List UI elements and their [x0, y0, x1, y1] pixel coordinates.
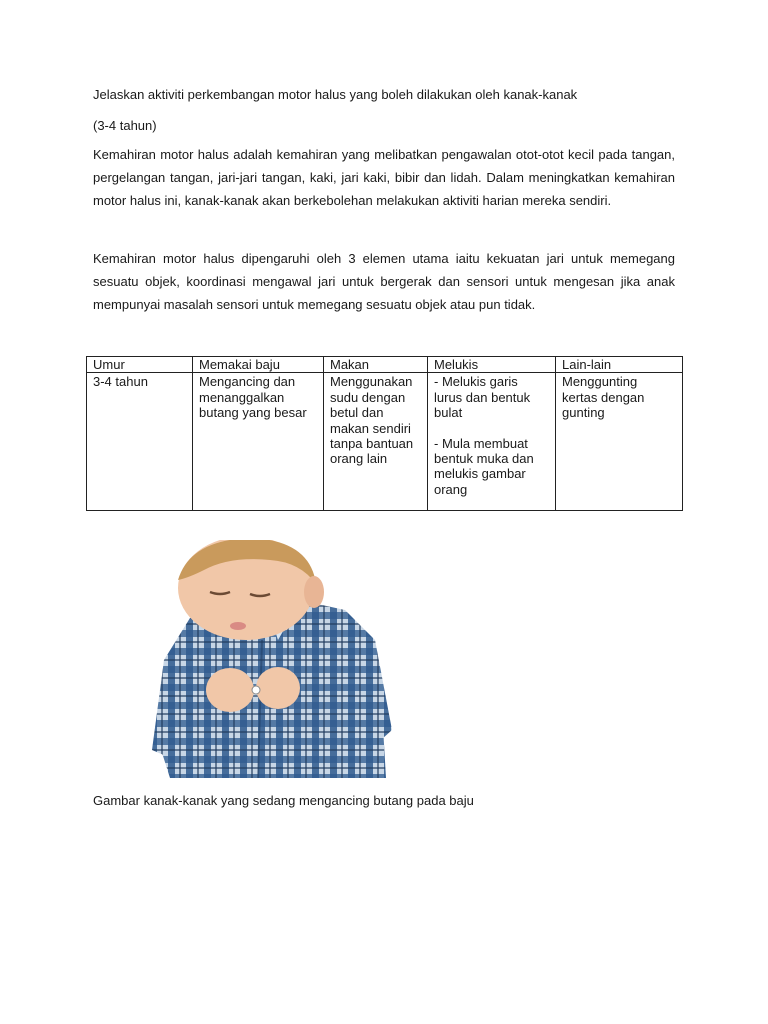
header-memakai-baju: Memakai baju — [193, 357, 324, 373]
cell-memakai-baju: Mengancing dan menanggalkan butang yang besar — [193, 373, 324, 511]
header-lain-lain: Lain-lain — [556, 357, 683, 373]
activity-table — [86, 356, 683, 511]
header-melukis: Melukis — [428, 357, 556, 373]
melukis-item-1: - Melukis garis lurus dan bentuk bulat — [434, 374, 531, 421]
header-makan: Makan — [324, 357, 428, 373]
cell-lain-lain: Menggunting kertas dengan gunting — [556, 373, 683, 511]
cell-melukis — [428, 373, 556, 511]
cell-makan: Menggunakan sudu dengan betul dan makan sendiri tanpa bantuan orang lain — [324, 373, 428, 511]
question-age-range: (3-4 tahun) — [93, 118, 157, 133]
header-umur: Umur — [87, 357, 193, 373]
paragraph-definition: Kemahiran motor halus adalah kemahiran yang melibatkan pengawalan otot-otot kecil pada tangan, pergelangan tangan, jari-jari tangan, kaki, jari kaki, bibir dan lidah. Dalam meningkatkan kemahiran motor halus ini, kanak-kanak akan berkebolehan melakukan aktiviti harian mereka sendiri. — [93, 147, 675, 208]
table-row — [87, 373, 683, 511]
child-buttoning-shirt-photo — [150, 540, 412, 778]
photo-caption: Gambar kanak-kanak yang sedang mengancing butang pada baju — [93, 793, 474, 808]
table-header-row — [87, 357, 683, 373]
cell-umur: 3-4 tahun — [87, 373, 193, 511]
melukis-item-2: - Mula membuat bentuk muka dan melukis gambar orang — [434, 435, 534, 497]
question-title: Jelaskan aktiviti perkembangan motor halus yang boleh dilakukan oleh kanak-kanak — [93, 87, 578, 102]
melukis-spacer — [434, 421, 549, 436]
paragraph-elements: Kemahiran motor halus dipengaruhi oleh 3 elemen utama iaitu kekuatan jari untuk memegang sesuatu objek, koordinasi mengawal jari untuk bergerak dan sensori untuk mengesan jika anak mempunyai masalah sensori untuk memegang sesuatu objek atau pun tidak. — [93, 251, 675, 312]
